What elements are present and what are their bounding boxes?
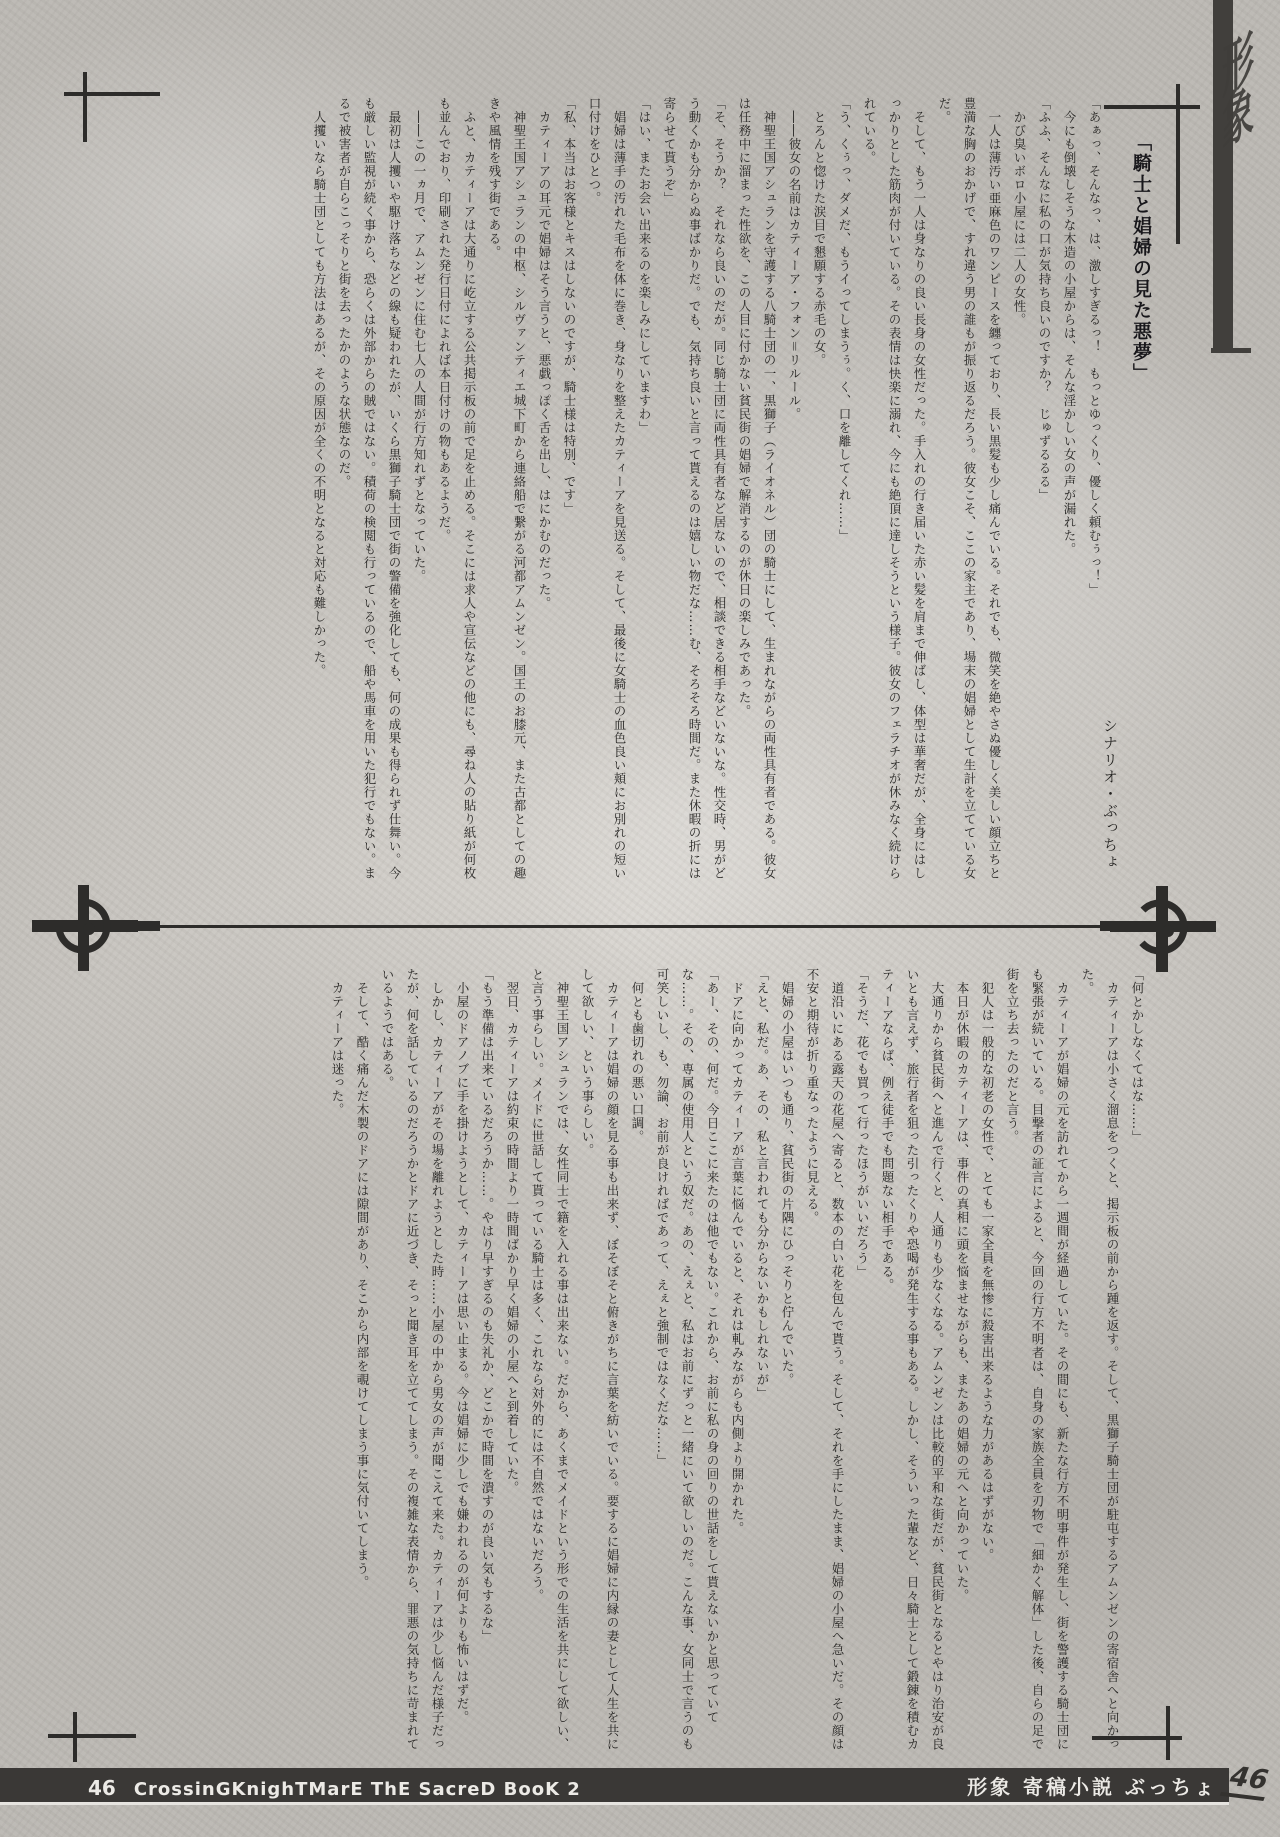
crop-mark-top-right-v bbox=[1176, 84, 1180, 244]
footer-left-group bbox=[88, 1776, 581, 1800]
story-paragraph: 「私、本当はお客様とキスはしないのですが、騎士様は特別、です」 bbox=[562, 97, 577, 516]
edge-banner-glyphs: 形象 bbox=[1216, 25, 1255, 149]
story-paragraph: 神聖王国アシュランの中枢、シルヴァンティエ城下町から連絡船で繋がる河都アムンゼン。国王のお膝元、また古都としての趣きや風情を残す街である。 bbox=[487, 97, 527, 880]
story-paragraph: 「ふふ、そんなに私の口が気持ち良いのですか？ じゅずるるる」 bbox=[1037, 97, 1052, 502]
crop-mark-top-left-v bbox=[83, 72, 87, 142]
footer-book-title: CrossinGKnighTMarE ThE SacreD BooK 2 bbox=[133, 1779, 581, 1800]
crop-mark-bottom-left-v bbox=[73, 1712, 77, 1762]
story-paragraph: 人攫いなら騎士団としても方法はあるが、その原因が全くの不明となると対応も難しかった。 bbox=[312, 97, 327, 678]
edge-page-number: 46 bbox=[1220, 1762, 1276, 1801]
crop-mark-top-left-h bbox=[64, 92, 160, 96]
registration-mark-left bbox=[30, 883, 140, 973]
story-paragraph: ――この一ヵ月で、アムンゼンに住む七人の人間が行方知れずとなっていた。 bbox=[412, 97, 427, 583]
section-divider-line bbox=[96, 925, 1138, 928]
story-paragraph: 神聖王国アシュランを守護する八騎士団の一、黒獅子（ライオネル）団の騎士にして、生まれながらの両性具有者である。彼女は任務中に溜まった性欲を、この人目に付かない貧民街の娼婦で解消するのが休日の楽しみであった。 bbox=[737, 97, 777, 880]
story-paragraph: 翌日、カティーアは約束の時間より一時間ばかり早く娼婦の小屋へと到着していた。 bbox=[505, 968, 520, 1495]
story-paragraph: 一人は薄汚い亜麻色のワンピースを纏っており、長い黒髪も少し痛んでいる。それでも、微笑を絶やさぬ優しく美しい顔立ちと豊満な胸のおかげで、すれ違う男の誰もが振り返るだろう。彼女こそ、ここの家主であり、場末の娼婦として生計を立てている女だ。 bbox=[937, 97, 1002, 880]
story-paragraph: 「あー、その、何だ。今日ここに来たのは他でもない。これから、お前に私の身の回りの世話をして貰えないかと思っていてな……。その、専属の使用人という奴だ。あの、えぇと、私はお前にずっと一緒にいて欲しいのだ。こんな事、女同士で言うのも可笑しいし、も、勿論、お前が良ければであって、えぇと強制ではなくだな……」 bbox=[655, 968, 720, 1751]
story-paragraph: しかし、カティーアがその場を離れようとした時……小屋の中から男女の声が聞こえて来た。カティーアは少し悩んだ様子だったが、何を話しているのだろうかとドアに近づき、そっと聞き耳を立ててしまう。その複雑な表情から、罪悪の気持ちに苛まれているようではある。 bbox=[380, 968, 445, 1751]
story-paragraph: ふと、カティーアは大通りに屹立する公共掲示板の前で足を止める。そこには求人や宣伝などの他にも、尋ね人の貼り紙が何枚も並んでおり、印刷された発行日付によれば本日付けの物もあるようだ。 bbox=[437, 97, 477, 880]
story-paragraph: カティーアは迷った。 bbox=[330, 968, 345, 1117]
footer-page-number: 46 bbox=[88, 1776, 116, 1800]
story-paragraph: 「えと、私だ。あ、その、私と言われても分からないかもしれないが」 bbox=[755, 968, 770, 1400]
crop-mark-bottom-right-v bbox=[1166, 1706, 1170, 1760]
story-paragraph: 娼婦の小屋はいつも通り、貧民街の片隅にひっそりと佇んでいた。 bbox=[780, 968, 795, 1387]
story-text-top-band bbox=[95, 97, 1107, 889]
story-credit: シナリオ・ぶっちょ bbox=[1101, 718, 1119, 871]
story-text-bottom-band bbox=[95, 968, 1150, 1752]
story-paragraph: 大通りから貧民街へと進んで行くと、人通りも少なくなる。アムンゼンは比較的平和な街だが、貧民街となるとやはり治安が良いとも言えず、旅行者を狙った引ったくりや恐喝が発生する事もある。しかし、そういった輩など、日々騎士として鍛錬を積むカティーアならば、例え徒手でも問題ない相手である。 bbox=[880, 968, 945, 1751]
story-paragraph: 犯人は一般的な初老の女性で、とても一家全員を無惨に殺害出来るような力があるはずがない。 bbox=[980, 968, 995, 1562]
crop-mark-top-right-h bbox=[1104, 105, 1200, 109]
footer-series-label: 形象 寄稿小説 ぶっちょ bbox=[967, 1775, 1217, 1799]
story-paragraph: 「何とかしなくてはな……」 bbox=[1130, 968, 1145, 1144]
story-paragraph: 「そうだ、花でも買って行ったほうがいいだろう」 bbox=[855, 968, 870, 1279]
story-paragraph: かび臭いボロ小屋には二人の女性。 bbox=[1012, 97, 1027, 327]
story-paragraph: 神聖王国アシュランでは、女性同士で籍を入れる事は出来ない。だから、あくまでメイドという形での生活を共にして欲しい、と言う事らしい。メイドに世話して貰っている騎士は多く、これなら対外的には不自然ではないだろう。 bbox=[530, 968, 570, 1751]
story-paragraph: 娼婦は薄手の汚れた毛布を体に巻き、身なりを整えたカティーアを見送る。そして、最後に女騎士の血色良い頬にお別れの短い口付けをひとつ。 bbox=[587, 97, 627, 880]
registration-mark-right bbox=[1108, 884, 1218, 974]
story-paragraph: ドアに向かってカティーアが言葉に悩んでいると、それは軋みながらも内側より開かれた。 bbox=[730, 968, 745, 1535]
story-paragraph: 「もう準備は出来ているだろうか……。やはり早すぎるのも失礼か、どこかで時間を潰すのが良い気もするな」 bbox=[480, 968, 495, 1643]
story-paragraph: 道沿いにある露天の花屋へ寄ると、数本の白い花を包んで貰う。そして、それを手にしたまま、娼婦の小屋へ急いだ。その顔は不安と期待が折り重なったように見える。 bbox=[805, 968, 845, 1751]
story-paragraph: 本日が休暇のカティーアは、事件の真相に頭を悩ませながらも、またあの娼婦の元へと向かっていた。 bbox=[955, 968, 970, 1603]
story-paragraph: 最初は人攫いや駆け落ちなどの線も疑われたが、いくら黒獅子騎士団で街の警備を強化しても、何の成果も得られず仕舞い。今も厳しい監視が続く事から、恐らくは外部からの賊ではない。積荷の検閲も行っているので、船や馬車を用いた犯行でもない。まるで被害者が自らこっそりと街を去ったかのような状態なのだ。 bbox=[337, 97, 402, 880]
story-paragraph: 小屋のドアノブに手を掛けようとして、カティーアは思い止まる。今は娼婦に少しでも嫌われるのが何よりも怖いはずだ。 bbox=[455, 968, 470, 1724]
story-paragraph: とろんと惚けた涙目で懇願する赤毛の女。 bbox=[812, 97, 827, 367]
footer-bar bbox=[0, 1768, 1229, 1805]
story-paragraph: 「はい、またお会い出来るのを楽しみにしていますわ」 bbox=[637, 97, 652, 435]
story-paragraph: そして、もう一人は身なりの良い長身の女性だった。手入れの行き届いた赤い髪を肩まで伸ばし、体型は華奢だが、全身にはしっかりとした筋肉が付いている。その表情は快楽に溺れ、今にも絶頂に達しそうという様子。彼女のフェラチオが休みなく続けられている。 bbox=[862, 97, 927, 880]
story-paragraph: ――彼女の名前はカティーア・フォン＝リルール。 bbox=[787, 97, 802, 422]
story-paragraph: そして、酷く痛んだ木製のドアには隙間があり、そこから内部を覗けてしまう事に気付いてしまう。 bbox=[355, 968, 370, 1589]
story-paragraph: 今にも倒壊しそうな木造の小屋からは、そんな淫かしい女の声が漏れた。 bbox=[1062, 97, 1077, 556]
story-paragraph: カティーアの耳元で娼婦はそう言うと、悪戯っぽく舌を出し、はにかむのだった。 bbox=[537, 97, 552, 610]
story-paragraph: 「そ、そうか？ それなら良いのだが。同じ騎士団に両性具有者など居ないので、相談できる相手などいないな。性交時、男がどう動くかも分からぬ事ばかりだ。でも、気持ち良いと言って貰えるのは嬉しい物だな……む、そろそろ時間だ。また休暇の折には寄らせて貰うぞ」 bbox=[662, 97, 727, 880]
story-paragraph: カティーアは小さく溜息をつくと、掲示板の前から踵を返す。そして、黒獅子騎士団が駐屯するアムンゼンの寄宿舎へと向かった。 bbox=[1080, 968, 1120, 1751]
story-paragraph: カティーアが娼婦の元を訪れてから一週間が経過していた。その間にも、新たな行方不明事件が発生し、街を警護する騎士団にも緊張が続いている。目撃者の証言によると、今回の行方不明者は、自身の家族全員を刃物で「細かく解体」した後、自らの足で街を立ち去ったのだと言う。 bbox=[1005, 968, 1070, 1751]
story-paragraph: 何とも歯切れの悪い口調。 bbox=[630, 968, 645, 1144]
story-paragraph: 「う、くぅっ、ダメだ、もうイってしまうぅ。く、口を離してくれ……」 bbox=[837, 97, 852, 543]
story-title: 「騎士と娼婦の見た悪夢」 bbox=[1130, 132, 1152, 384]
story-paragraph: 「あぁっ、そんなっ、は、激しすぎるっ！ もっとゆっくり、優しく頼むぅっ！」 bbox=[1087, 97, 1102, 597]
story-paragraph: カティーアは娼婦の顔を見る事も出来ず、ぼそぼそと俯きがちに言葉を紡いでいる。要するに娼婦に内縁の妻として人生を共にして欲しい、という事らしい。 bbox=[580, 968, 620, 1751]
